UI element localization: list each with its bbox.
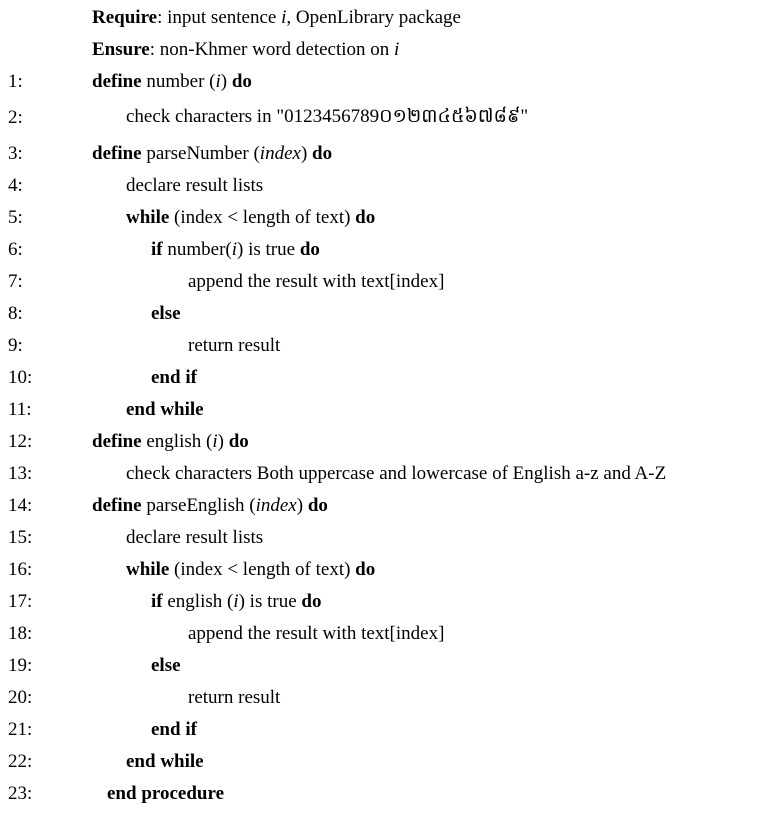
keyword-text: while xyxy=(126,207,170,228)
algo-line xyxy=(0,426,773,458)
statement-text: parseEnglish ( xyxy=(141,495,256,516)
line-number: 11: xyxy=(8,399,32,420)
line-content xyxy=(92,39,399,61)
keyword-text: define xyxy=(92,431,142,452)
statement-text: : non-Khmer word detection on xyxy=(149,39,395,60)
algo-line xyxy=(0,778,773,810)
line-number: 4: xyxy=(8,175,23,196)
line-number: 23: xyxy=(8,783,33,804)
keyword-text: if xyxy=(151,239,163,260)
statement-text: return result xyxy=(188,335,281,356)
variable-text: i xyxy=(394,39,400,60)
variable-text: i xyxy=(215,71,221,92)
keyword-text: end if xyxy=(151,719,197,740)
line-content xyxy=(151,239,320,261)
keyword-text: end if xyxy=(151,367,197,388)
statement-text: (index < length of text) xyxy=(169,207,356,228)
line-content xyxy=(151,591,321,613)
line-number: 6: xyxy=(8,239,23,260)
line-content xyxy=(126,751,204,773)
line-content xyxy=(126,207,375,229)
line-content xyxy=(188,335,280,357)
statement-text: (index < length of text) xyxy=(169,559,356,580)
line-content xyxy=(151,367,197,389)
line-number: 22: xyxy=(8,751,33,772)
line-content xyxy=(107,783,224,805)
statement-text: ) is true xyxy=(237,239,300,260)
line-content xyxy=(126,527,263,549)
statement-text: : input sentence xyxy=(157,7,282,28)
algo-line xyxy=(0,234,773,266)
line-content xyxy=(151,719,197,741)
statement-text: parseNumber ( xyxy=(141,143,260,164)
algo-line xyxy=(0,394,773,426)
algo-line xyxy=(0,98,773,138)
statement-text: append the result with text[index] xyxy=(188,271,445,292)
line-number: 15: xyxy=(8,527,33,548)
line-number: 8: xyxy=(8,303,23,324)
keyword-text: do xyxy=(355,559,376,580)
algo-line xyxy=(0,298,773,330)
line-number: 21: xyxy=(8,719,33,740)
variable-text: index xyxy=(255,495,297,516)
statement-text: ) xyxy=(217,431,229,452)
line-content xyxy=(151,655,181,677)
variable-text: i xyxy=(231,239,238,260)
keyword-text: do xyxy=(228,431,249,452)
statement-text: declare result lists xyxy=(126,527,264,548)
algo-line xyxy=(0,714,773,746)
line-number: 14: xyxy=(8,495,33,516)
line-content xyxy=(126,175,263,197)
keyword-text: define xyxy=(92,143,142,164)
line-content xyxy=(188,271,444,293)
line-number: 12: xyxy=(8,431,33,452)
line-number: 17: xyxy=(8,591,33,612)
keyword-text: end while xyxy=(126,751,204,772)
line-content xyxy=(126,559,375,581)
line-number: 2: xyxy=(8,107,23,128)
statement-text: ) xyxy=(296,495,308,516)
line-number: 20: xyxy=(8,687,33,708)
statement-text: return result xyxy=(188,687,281,708)
algo-line xyxy=(0,586,773,618)
line-content xyxy=(92,71,252,93)
line-number: 1: xyxy=(8,71,23,92)
line-number: 7: xyxy=(8,271,23,292)
algo-line xyxy=(0,746,773,778)
line-content xyxy=(151,303,181,325)
line-content xyxy=(126,399,204,421)
line-content xyxy=(188,623,444,645)
keyword-text: do xyxy=(301,591,322,612)
keyword-text: if xyxy=(151,591,163,612)
keyword-text: else xyxy=(151,655,181,676)
statement-text: declare result lists xyxy=(126,175,264,196)
statement-text: append the result with text[index] xyxy=(188,623,445,644)
keyword-text: define xyxy=(92,495,142,516)
line-content xyxy=(92,143,332,165)
line-content xyxy=(92,495,328,517)
statement-text: number( xyxy=(162,239,232,260)
line-number: 3: xyxy=(8,143,23,164)
keyword-text: do xyxy=(231,71,252,92)
keyword-text: else xyxy=(151,303,181,324)
algo-line xyxy=(0,34,773,66)
keyword-text: end procedure xyxy=(107,783,224,804)
line-content xyxy=(92,431,249,453)
algo-line xyxy=(0,202,773,234)
line-number: 18: xyxy=(8,623,33,644)
variable-text: index xyxy=(259,143,301,164)
algo-line xyxy=(0,170,773,202)
keyword-text: do xyxy=(299,239,320,260)
algo-line xyxy=(0,490,773,522)
keyword-text: while xyxy=(126,559,170,580)
algo-line xyxy=(0,138,773,170)
line-number: 13: xyxy=(8,463,33,484)
statement-text: ) is true xyxy=(238,591,302,612)
keyword-text: do xyxy=(307,495,328,516)
statement-text: ) xyxy=(220,71,232,92)
algo-line xyxy=(0,362,773,394)
line-number: 19: xyxy=(8,655,33,676)
statement-text: english ( xyxy=(141,431,213,452)
line-number: 5: xyxy=(8,207,23,228)
keyword-text: define xyxy=(92,71,142,92)
line-number: 10: xyxy=(8,367,33,388)
algo-line xyxy=(0,66,773,98)
line-content xyxy=(92,7,461,29)
line-number: 9: xyxy=(8,335,23,356)
line-content xyxy=(126,463,666,485)
statement-text: ) xyxy=(300,143,313,164)
keyword-text: Ensure xyxy=(92,39,150,60)
keyword-text: do xyxy=(312,143,333,164)
keyword-text: end while xyxy=(126,399,204,420)
algo-line xyxy=(0,266,773,298)
statement-text: number ( xyxy=(141,71,216,92)
algo-line xyxy=(0,650,773,682)
statement-text: check characters in "0123456789០១២៣៤៥៦៧៨៩" xyxy=(126,106,529,127)
algo-line xyxy=(0,458,773,490)
statement-text: , OpenLibrary package xyxy=(286,7,461,28)
algo-line xyxy=(0,618,773,650)
line-content xyxy=(188,687,280,709)
keyword-text: Require xyxy=(92,7,158,28)
keyword-text: do xyxy=(355,207,376,228)
statement-text: english ( xyxy=(162,591,234,612)
algo-line xyxy=(0,554,773,586)
variable-text: i xyxy=(281,7,287,28)
variable-text: i xyxy=(212,431,218,452)
algo-line xyxy=(0,682,773,714)
line-number: 16: xyxy=(8,559,33,580)
variable-text: i xyxy=(233,591,239,612)
algo-line xyxy=(0,330,773,362)
statement-text: check characters Both uppercase and lowercase of English a-z and A-Z xyxy=(126,463,667,484)
line-content xyxy=(126,104,528,132)
algo-line xyxy=(0,522,773,554)
algo-line xyxy=(0,2,773,34)
